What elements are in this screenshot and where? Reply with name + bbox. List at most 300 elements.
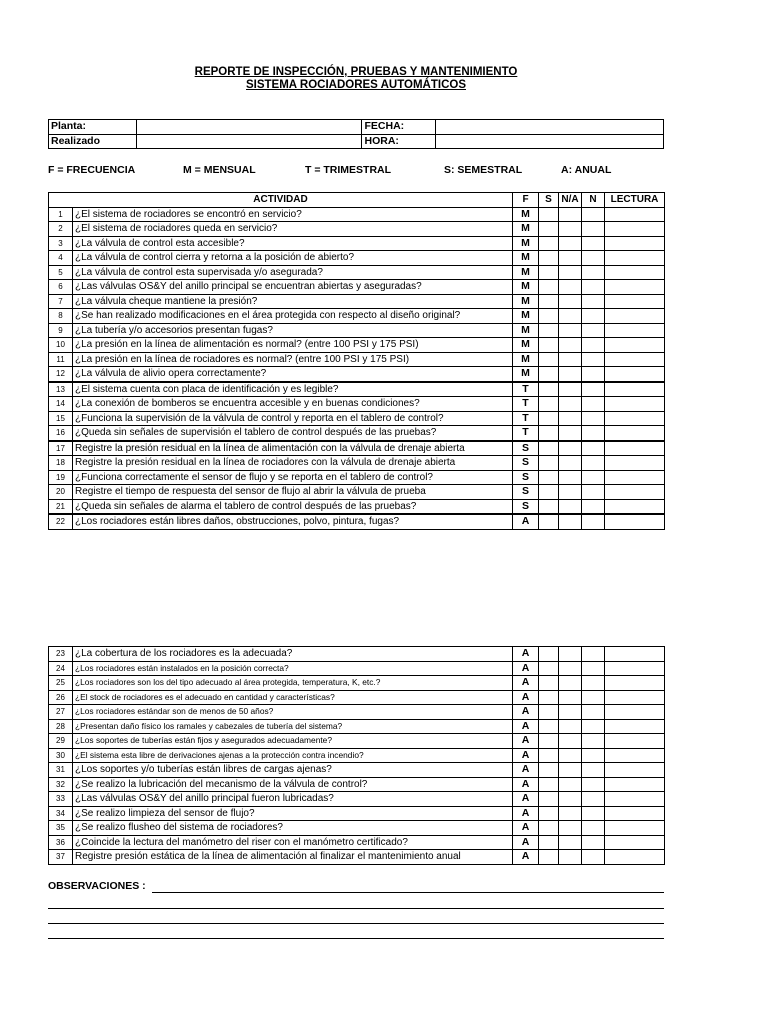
check-n[interactable] <box>582 821 605 836</box>
realizado-field[interactable] <box>136 134 362 149</box>
table-row <box>49 763 665 778</box>
hora-label: HORA: <box>362 134 436 149</box>
check-s[interactable] <box>539 499 559 514</box>
frequency-code: T <box>513 411 539 426</box>
check-n[interactable] <box>582 397 605 412</box>
activity-text: ¿Se realizo flusheo del sistema de rociadores? <box>73 821 513 836</box>
report-subtitle: SISTEMA ROCIADORES AUTOMÁTICOS <box>246 79 466 91</box>
frequency-code: T <box>513 382 539 397</box>
lectura-field[interactable] <box>605 236 665 251</box>
activity-text: ¿La válvula de control cierra y retorna a la posición de abierto? <box>73 251 513 266</box>
check-na[interactable] <box>559 309 582 324</box>
lectura-field[interactable] <box>605 806 665 821</box>
check-n[interactable] <box>582 777 605 792</box>
realizado-label: Realizado <box>49 134 137 149</box>
table-row <box>49 456 665 471</box>
table-row <box>49 382 665 397</box>
lectura-field[interactable] <box>605 719 665 734</box>
check-na[interactable] <box>559 690 582 705</box>
lectura-field[interactable] <box>605 323 665 338</box>
check-n[interactable] <box>582 647 605 662</box>
row-number: 22 <box>49 514 73 529</box>
lectura-field[interactable] <box>605 835 665 850</box>
table-row <box>49 367 665 382</box>
check-na[interactable] <box>559 382 582 397</box>
frequency-code: M <box>513 280 539 295</box>
table-row <box>49 338 665 353</box>
check-s[interactable] <box>539 236 559 251</box>
activity-text: ¿La válvula de control esta accesible? <box>73 236 513 251</box>
lectura-field[interactable] <box>605 309 665 324</box>
activity-text: ¿El sistema esta libre de derivaciones ajenas a la protección contra incendio? <box>73 748 513 763</box>
lectura-field[interactable] <box>605 251 665 266</box>
lectura-field[interactable] <box>605 397 665 412</box>
lectura-field[interactable] <box>605 514 665 529</box>
fecha-label: FECHA: <box>362 120 436 135</box>
frequency-code: M <box>513 367 539 382</box>
table-row <box>49 397 665 412</box>
lectura-field[interactable] <box>605 777 665 792</box>
check-s[interactable] <box>539 251 559 266</box>
lectura-field[interactable] <box>605 734 665 749</box>
lectura-field[interactable] <box>605 850 665 865</box>
activity-text: ¿Coincide la lectura del manómetro del riser con el manómetro certificado? <box>73 835 513 850</box>
check-na[interactable] <box>559 647 582 662</box>
check-n[interactable] <box>582 411 605 426</box>
activity-text: ¿El sistema cuenta con placa de identificación y es legible? <box>73 382 513 397</box>
check-s[interactable] <box>539 514 559 529</box>
row-number: 7 <box>49 294 73 309</box>
fecha-field[interactable] <box>436 120 664 135</box>
check-s[interactable] <box>539 748 559 763</box>
check-na[interactable] <box>559 850 582 865</box>
table-row <box>49 294 665 309</box>
check-n[interactable] <box>582 792 605 807</box>
activity-text: ¿Funciona correctamente el sensor de flujo y se reporta en el tablero de control? <box>73 470 513 485</box>
check-s[interactable] <box>539 850 559 865</box>
lectura-field[interactable] <box>605 441 665 456</box>
check-n[interactable] <box>582 441 605 456</box>
row-number: 25 <box>49 676 73 691</box>
frequency-code: A <box>513 661 539 676</box>
check-n[interactable] <box>582 850 605 865</box>
check-na[interactable] <box>559 426 582 441</box>
check-n[interactable] <box>582 382 605 397</box>
lectura-field[interactable] <box>605 792 665 807</box>
row-number: 2 <box>49 222 73 237</box>
frequency-code: A <box>513 763 539 778</box>
row-number: 26 <box>49 690 73 705</box>
lectura-field[interactable] <box>605 352 665 367</box>
check-na[interactable] <box>559 251 582 266</box>
row-number: 16 <box>49 426 73 441</box>
table-row <box>49 280 665 295</box>
check-na[interactable] <box>559 294 582 309</box>
check-n[interactable] <box>582 661 605 676</box>
check-na[interactable] <box>559 207 582 222</box>
check-n[interactable] <box>582 705 605 720</box>
table-row <box>49 850 665 865</box>
lectura-field[interactable] <box>605 690 665 705</box>
check-s[interactable] <box>539 352 559 367</box>
row-number: 14 <box>49 397 73 412</box>
activity-text: ¿La tubería y/o accesorios presentan fugas? <box>73 323 513 338</box>
check-s[interactable] <box>539 441 559 456</box>
check-n[interactable] <box>582 294 605 309</box>
row-number: 35 <box>49 821 73 836</box>
frequency-code: M <box>513 265 539 280</box>
check-n[interactable] <box>582 514 605 529</box>
frequency-code: M <box>513 207 539 222</box>
check-na[interactable] <box>559 777 582 792</box>
report-title: REPORTE DE INSPECCIÓN, PRUEBAS Y MANTENIMIENTO <box>194 66 518 78</box>
check-s[interactable] <box>539 222 559 237</box>
planta-field[interactable] <box>136 120 362 135</box>
row-number: 34 <box>49 806 73 821</box>
observaciones-line-2[interactable] <box>48 908 664 909</box>
activity-text: ¿Las válvulas OS&Y del anillo principal fueron lubricadas? <box>73 792 513 807</box>
activity-text: ¿Los soportes y/o tuberías están libres de cargas ajenas? <box>73 763 513 778</box>
table-row <box>49 821 665 836</box>
table-row <box>49 426 665 441</box>
lectura-field[interactable] <box>605 411 665 426</box>
check-n[interactable] <box>582 309 605 324</box>
row-number: 13 <box>49 382 73 397</box>
check-s[interactable] <box>539 280 559 295</box>
check-n[interactable] <box>582 470 605 485</box>
check-s[interactable] <box>539 323 559 338</box>
check-s[interactable] <box>539 792 559 807</box>
check-na[interactable] <box>559 835 582 850</box>
check-na[interactable] <box>559 821 582 836</box>
check-n[interactable] <box>582 323 605 338</box>
table-row <box>49 265 665 280</box>
lectura-field[interactable] <box>605 222 665 237</box>
check-s[interactable] <box>539 719 559 734</box>
activity-text: ¿Presentan daño físico los ramales y cabezales de tubería del sistema? <box>73 719 513 734</box>
lectura-field[interactable] <box>605 456 665 471</box>
row-number: 15 <box>49 411 73 426</box>
check-s[interactable] <box>539 690 559 705</box>
check-n[interactable] <box>582 499 605 514</box>
check-na[interactable] <box>559 397 582 412</box>
check-s[interactable] <box>539 661 559 676</box>
frequency-code: M <box>513 294 539 309</box>
check-n[interactable] <box>582 690 605 705</box>
activity-text: ¿Los rociadores están instalados en la posición correcta? <box>73 661 513 676</box>
lectura-field[interactable] <box>605 705 665 720</box>
row-number: 11 <box>49 352 73 367</box>
activity-text: ¿El stock de rociadores es el adecuado en cantidad y características? <box>73 690 513 705</box>
row-number: 9 <box>49 323 73 338</box>
header-n: N <box>582 193 605 208</box>
frequency-code: S <box>513 456 539 471</box>
table-row <box>49 485 665 500</box>
lectura-field[interactable] <box>605 499 665 514</box>
check-na[interactable] <box>559 514 582 529</box>
frequency-code: A <box>513 676 539 691</box>
check-s[interactable] <box>539 426 559 441</box>
table-row <box>49 777 665 792</box>
lectura-field[interactable] <box>605 265 665 280</box>
check-s[interactable] <box>539 763 559 778</box>
header-s: S <box>539 193 559 208</box>
table-row <box>49 705 665 720</box>
lectura-field[interactable] <box>605 763 665 778</box>
table-row <box>49 719 665 734</box>
activity-text: Registre la presión residual en la línea de alimentación con la válvula de drenaje abierta <box>73 441 513 456</box>
activity-text: ¿El sistema de rociadores queda en servicio? <box>73 222 513 237</box>
lectura-field[interactable] <box>605 661 665 676</box>
lectura-field[interactable] <box>605 470 665 485</box>
check-na[interactable] <box>559 441 582 456</box>
observaciones-line-1[interactable] <box>152 892 664 893</box>
check-na[interactable] <box>559 338 582 353</box>
check-n[interactable] <box>582 338 605 353</box>
frequency-code: A <box>513 734 539 749</box>
lectura-field[interactable] <box>605 647 665 662</box>
table-row <box>49 792 665 807</box>
frequency-code: T <box>513 426 539 441</box>
frequency-code: S <box>513 485 539 500</box>
activity-text: ¿Las válvulas OS&Y del anillo principal se encuentran abiertas y aseguradas? <box>73 280 513 295</box>
row-number: 12 <box>49 367 73 382</box>
planta-label: Planta: <box>49 120 137 135</box>
row-number: 30 <box>49 748 73 763</box>
row-number: 29 <box>49 734 73 749</box>
header-f: F <box>513 193 539 208</box>
check-na[interactable] <box>559 661 582 676</box>
check-na[interactable] <box>559 806 582 821</box>
check-s[interactable] <box>539 705 559 720</box>
activity-text: ¿La cobertura de los rociadores es la adecuada? <box>73 647 513 662</box>
check-na[interactable] <box>559 236 582 251</box>
table-row <box>49 835 665 850</box>
check-s[interactable] <box>539 806 559 821</box>
row-number: 32 <box>49 777 73 792</box>
check-n[interactable] <box>582 251 605 266</box>
lectura-field[interactable] <box>605 207 665 222</box>
table-row <box>49 514 665 529</box>
check-s[interactable] <box>539 647 559 662</box>
legend-semestral: S: SEMESTRAL <box>444 164 523 176</box>
check-s[interactable] <box>539 676 559 691</box>
check-s[interactable] <box>539 485 559 500</box>
check-na[interactable] <box>559 367 582 382</box>
check-na[interactable] <box>559 485 582 500</box>
activity-text: ¿Los rociadores son los del tipo adecuado al área protegida, temperatura, K, etc.? <box>73 676 513 691</box>
frequency-code: A <box>513 647 539 662</box>
lectura-field[interactable] <box>605 367 665 382</box>
lectura-field[interactable] <box>605 748 665 763</box>
legend-mensual: M = MENSUAL <box>183 164 256 176</box>
frequency-code: S <box>513 441 539 456</box>
activity-table-1 <box>48 192 665 530</box>
lectura-field[interactable] <box>605 294 665 309</box>
check-n[interactable] <box>582 367 605 382</box>
header-actividad: ACTIVIDAD <box>49 193 513 208</box>
legend-trimestral: T = TRIMESTRAL <box>305 164 392 176</box>
lectura-field[interactable] <box>605 338 665 353</box>
check-n[interactable] <box>582 806 605 821</box>
legend-frecuencia: F = FRECUENCIA <box>48 164 136 176</box>
activity-text: Registre presión estática de la línea de alimentación al finalizar el mantenimiento anual <box>73 850 513 865</box>
activity-text: ¿La válvula de control esta supervisada y/o asegurada? <box>73 265 513 280</box>
hora-field[interactable] <box>436 134 664 149</box>
check-s[interactable] <box>539 734 559 749</box>
lectura-field[interactable] <box>605 821 665 836</box>
check-na[interactable] <box>559 705 582 720</box>
frequency-code: M <box>513 251 539 266</box>
frequency-code: A <box>513 792 539 807</box>
check-s[interactable] <box>539 821 559 836</box>
table-row <box>49 236 665 251</box>
table-row <box>49 411 665 426</box>
frequency-code: A <box>513 806 539 821</box>
header-info-table <box>48 119 664 149</box>
check-na[interactable] <box>559 265 582 280</box>
check-na[interactable] <box>559 748 582 763</box>
table-row <box>49 441 665 456</box>
activity-text: ¿El sistema de rociadores se encontró en servicio? <box>73 207 513 222</box>
lectura-field[interactable] <box>605 280 665 295</box>
check-n[interactable] <box>582 265 605 280</box>
check-na[interactable] <box>559 222 582 237</box>
table-row <box>49 309 665 324</box>
check-s[interactable] <box>539 456 559 471</box>
check-na[interactable] <box>559 763 582 778</box>
check-s[interactable] <box>539 470 559 485</box>
activity-text: Registre la presión residual en la línea de rociadores con la válvula de drenaje abierta <box>73 456 513 471</box>
observaciones-line-3[interactable] <box>48 923 664 924</box>
check-s[interactable] <box>539 265 559 280</box>
check-na[interactable] <box>559 323 582 338</box>
activity-text: ¿La conexión de bomberos se encuentra accesible y en buenas condiciones? <box>73 397 513 412</box>
frequency-code: A <box>513 514 539 529</box>
check-n[interactable] <box>582 719 605 734</box>
check-n[interactable] <box>582 222 605 237</box>
check-s[interactable] <box>539 777 559 792</box>
check-s[interactable] <box>539 367 559 382</box>
table-row <box>49 499 665 514</box>
activity-text: ¿Los rociadores están libres daños, obstrucciones, polvo, pintura, fugas? <box>73 514 513 529</box>
activity-text: ¿Se realizo la lubricación del mecanismo de la válvula de control? <box>73 777 513 792</box>
frequency-code: A <box>513 821 539 836</box>
activity-text: ¿Funciona la supervisión de la válvula de control y reporta en el tablero de control? <box>73 411 513 426</box>
check-n[interactable] <box>582 207 605 222</box>
frequency-code: A <box>513 705 539 720</box>
row-number: 23 <box>49 647 73 662</box>
row-number: 24 <box>49 661 73 676</box>
check-n[interactable] <box>582 734 605 749</box>
check-s[interactable] <box>539 835 559 850</box>
check-na[interactable] <box>559 470 582 485</box>
check-s[interactable] <box>539 411 559 426</box>
table-row <box>49 222 665 237</box>
check-s[interactable] <box>539 382 559 397</box>
check-s[interactable] <box>539 309 559 324</box>
row-number: 28 <box>49 719 73 734</box>
header-na: N/A <box>559 193 582 208</box>
row-number: 18 <box>49 456 73 471</box>
table-row <box>49 647 665 662</box>
activity-text: Registre el tiempo de respuesta del sensor de flujo al abrir la válvula de prueba <box>73 485 513 500</box>
frequency-code: A <box>513 777 539 792</box>
frequency-code: M <box>513 309 539 324</box>
frequency-code: T <box>513 397 539 412</box>
table-row <box>49 734 665 749</box>
row-number: 36 <box>49 835 73 850</box>
check-n[interactable] <box>582 352 605 367</box>
activity-text: ¿La válvula cheque mantiene la presión? <box>73 294 513 309</box>
check-na[interactable] <box>559 456 582 471</box>
check-na[interactable] <box>559 280 582 295</box>
table-row <box>49 207 665 222</box>
activity-text: ¿Los rociadores estándar son de menos de 50 años? <box>73 705 513 720</box>
frequency-code: S <box>513 499 539 514</box>
check-n[interactable] <box>582 485 605 500</box>
check-na[interactable] <box>559 499 582 514</box>
row-number: 10 <box>49 338 73 353</box>
table-row <box>49 748 665 763</box>
check-n[interactable] <box>582 676 605 691</box>
table-row <box>49 661 665 676</box>
frequency-code: A <box>513 719 539 734</box>
activity-text: ¿Queda sin señales de alarma el tablero de control después de las pruebas? <box>73 499 513 514</box>
header-lectura: LECTURA <box>605 193 665 208</box>
check-n[interactable] <box>582 236 605 251</box>
check-na[interactable] <box>559 734 582 749</box>
lectura-field[interactable] <box>605 382 665 397</box>
row-number: 5 <box>49 265 73 280</box>
activity-text: ¿Se han realizado modificaciones en el área protegida con respecto al diseño original? <box>73 309 513 324</box>
check-na[interactable] <box>559 719 582 734</box>
table-row <box>49 352 665 367</box>
frequency-code: M <box>513 236 539 251</box>
check-s[interactable] <box>539 294 559 309</box>
row-number: 33 <box>49 792 73 807</box>
activity-text: ¿La válvula de alivio opera correctamente? <box>73 367 513 382</box>
legend-anual: A: ANUAL <box>561 164 612 176</box>
observaciones-label: OBSERVACIONES : <box>48 880 146 892</box>
frequency-code: M <box>513 338 539 353</box>
lectura-field[interactable] <box>605 426 665 441</box>
check-n[interactable] <box>582 835 605 850</box>
check-n[interactable] <box>582 748 605 763</box>
activity-text: ¿Se realizo limpieza del sensor de flujo? <box>73 806 513 821</box>
lectura-field[interactable] <box>605 676 665 691</box>
table-row <box>49 676 665 691</box>
check-s[interactable] <box>539 207 559 222</box>
frequency-code: A <box>513 748 539 763</box>
check-s[interactable] <box>539 338 559 353</box>
frequency-code: A <box>513 835 539 850</box>
check-n[interactable] <box>582 280 605 295</box>
check-na[interactable] <box>559 792 582 807</box>
lectura-field[interactable] <box>605 485 665 500</box>
check-n[interactable] <box>582 426 605 441</box>
observaciones-line-4[interactable] <box>48 938 664 939</box>
check-na[interactable] <box>559 352 582 367</box>
frequency-code: S <box>513 470 539 485</box>
row-number: 3 <box>49 236 73 251</box>
check-n[interactable] <box>582 763 605 778</box>
check-na[interactable] <box>559 411 582 426</box>
check-n[interactable] <box>582 456 605 471</box>
frequency-code: M <box>513 352 539 367</box>
check-na[interactable] <box>559 676 582 691</box>
check-s[interactable] <box>539 397 559 412</box>
